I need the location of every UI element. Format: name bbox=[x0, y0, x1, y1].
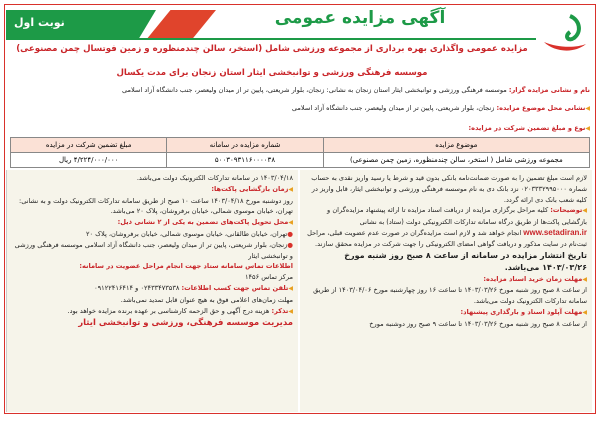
headline-line-1: مزایده عمومی واگذاری بهره برداری از مجموعه ورزشی شامل (استخر، سالن چندمنظوره و زمین فوتسال چمن مصنوعی) bbox=[16, 44, 528, 54]
headline-line-2: موسسه فرهنگی ورزشی و توانبخشی ایثار استان زنجان برای مدت یکسال bbox=[116, 68, 428, 78]
bullet-dot-icon: ● bbox=[287, 240, 293, 249]
isar-logo bbox=[540, 12, 590, 56]
subject-address: ◀نشانی محل موضوع مزایده: زنجان، بلوار شریعتی، پایین تر از میدان ولیعصر، جنب دانشگاه آزاد اسلامی bbox=[291, 104, 590, 112]
edition-badge: نوبت اول bbox=[14, 16, 65, 29]
right-column: لازم است مبلغ تضمین را به صورت ضمانت‌نامه بانکی بدون قید و شرط یا رسید واریز نقدی به حساب شماره ۰۲۰۳۳۳۲۹۹۵۰۰۰ نزد بانک دی به نام موسسه فرهنگی ورزشی و توانبخشی ایثار، قابل واریز در کلیه شعب بانک دی ارائه گردد. ◀توضیحات: کلیه مراحل برگزاری مزایده از دریافت اسناد مزایده تا ارائه پیشنهاد مزایده‌گران و بازگشایی پاکت‌ها از طریق درگاه سامانه تدارکات الکترونیکی دولت (ستاد) به نشانی www.setadiran.ir انجام خواهد شد و لازم است مزایده‌گران در صورت عدم عضویت قبلی، مراحل ثبت‌نام در سایت مذکور و دریافت گواهی امضای الکترونیکی را جهت شرکت در مزایده محقق سازند. تاریخ انتشار مزایده در سامانه از ساعت ۸ صبح روز شنبه مورخ ۱۴۰۳/۰۳/۲۶ می‌باشد. ◀مهلت زمان خرید اسناد مزایده: از ساعت ۸ صبح روز شنبه مورخ ۱۴۰۳/۰۳/۲۶ تا ساعت ۱۶ روز چهارشنبه مورخ ۱۴۰۳/۰۴/۰۶ از طریق سامانه تدارکات الکترونیک دولت می‌باشد. ◀مهلت آپلود اسناد و بارگذاری پیشنهاد: از ساعت ۸ صبح روز شنبه مورخ ۱۴۰۳/۰۳/۲۶ تا ساعت ۹ صبح روز دوشنبه مورخ bbox=[300, 170, 592, 412]
publish-date: تاریخ انتشار مزایده در سامانه از ساعت ۸ صبح روز شنبه مورخ ۱۴۰۳/۰۳/۲۶ می‌باشد. bbox=[344, 250, 587, 272]
table-row: مجموعه ورزشی شامل ( استخر، سالن چندمنظوره، زمین چمن مصنوعی) ۵۰۰۳۰۹۳۱۱۶۰۰۰۰۳۸ ۴/۲۲۴/۰۰۰/۰۰۰ ریال bbox=[11, 153, 590, 168]
left-column: ۱۴۰۳/۰۴/۱۸ در سامانه تدارکات الکترونیک دولت می‌باشد. ◀زمان بازگشایی پاکت‌ها: روز دوشنبه مورخ ۱۴۰۳/۰۴/۱۸ ساعت ۱۰ صبح از طریق سامانه تدارکات الکترونیک دولت و به نشانی: تهران، خیابان موسوی شمالی، خیابان برفروشان، پلاک ۲۰ می‌باشد. ◀محل تحویل پاکت‌های تضمین به یکی از ۲ نشانی ذیل: ●تهران، خیابان طالقانی، خیابان موسوی شمالی، خیابان برفروشان، پلاک ۲۰ ●زنجان، بلوار شریعتی، پایین تر از میدان ولیعصر، جنب دانشگاه آزاد اسلامی موسسه فرهنگی ورزشی و توانبخشی ایثار اطلاعات تماس سامانه ستاد جهت انجام مراحل عضویت در سامانه: مرکز تماس ۱۴۵۶ ◀تلفن تماس جهت کسب اطلاعات: ۰۲۴۳۳۴۷۳۵۳۸ و ۰۹۱۲۲۴۱۶۴۱۴ مهلت زمان‌های اعلامی فوق به هیچ عنوان قابل تمدید نمی‌باشد. ◀تذکر: هزینه درج آگهی و حق الزحمه کارشناسی بر عهده برنده مزایده خواهد بود. مدیریت موسسه فرهنگی، ورزشی و توانبخشی ایثار bbox=[6, 170, 298, 412]
setadiran-link[interactable]: www.setadiran.ir bbox=[523, 227, 587, 237]
bullet-icon: ◀ bbox=[585, 105, 590, 112]
auctioneer-info: نام و نشانی مزایده گزار: موسسه فرهنگی ورزشی و توانبخشی ایثار استان زنجان به نشانی: زنجان، بلوار شریعتی، پایین تر از میدان ولیعصر، جنب دانشگاه آزاد اسلامی bbox=[121, 86, 590, 94]
signature: مدیریت موسسه فرهنگی، ورزشی و توانبخشی ایثار bbox=[78, 318, 293, 329]
ad-title: آگهی مزایده عمومی bbox=[274, 8, 446, 28]
bullet-icon: ◀ bbox=[585, 125, 590, 132]
guarantee-type: ◀نوع و مبلغ تضمین شرکت در مزایده: bbox=[468, 124, 590, 132]
bullet-dot-icon: ● bbox=[287, 229, 293, 238]
auction-table: موضوع مزایده شماره مزایده در سامانه مبلغ تضمین شرکت در مزایده مجموعه ورزشی شامل ( استخر، سالن چندمنظوره، زمین چمن مصنوعی) ۵۰۰۳۰۹۳۱۱۶۰۰۰۰۳۸ ۴/۲۲۴/۰۰۰/۰۰۰ ریال bbox=[10, 137, 590, 168]
